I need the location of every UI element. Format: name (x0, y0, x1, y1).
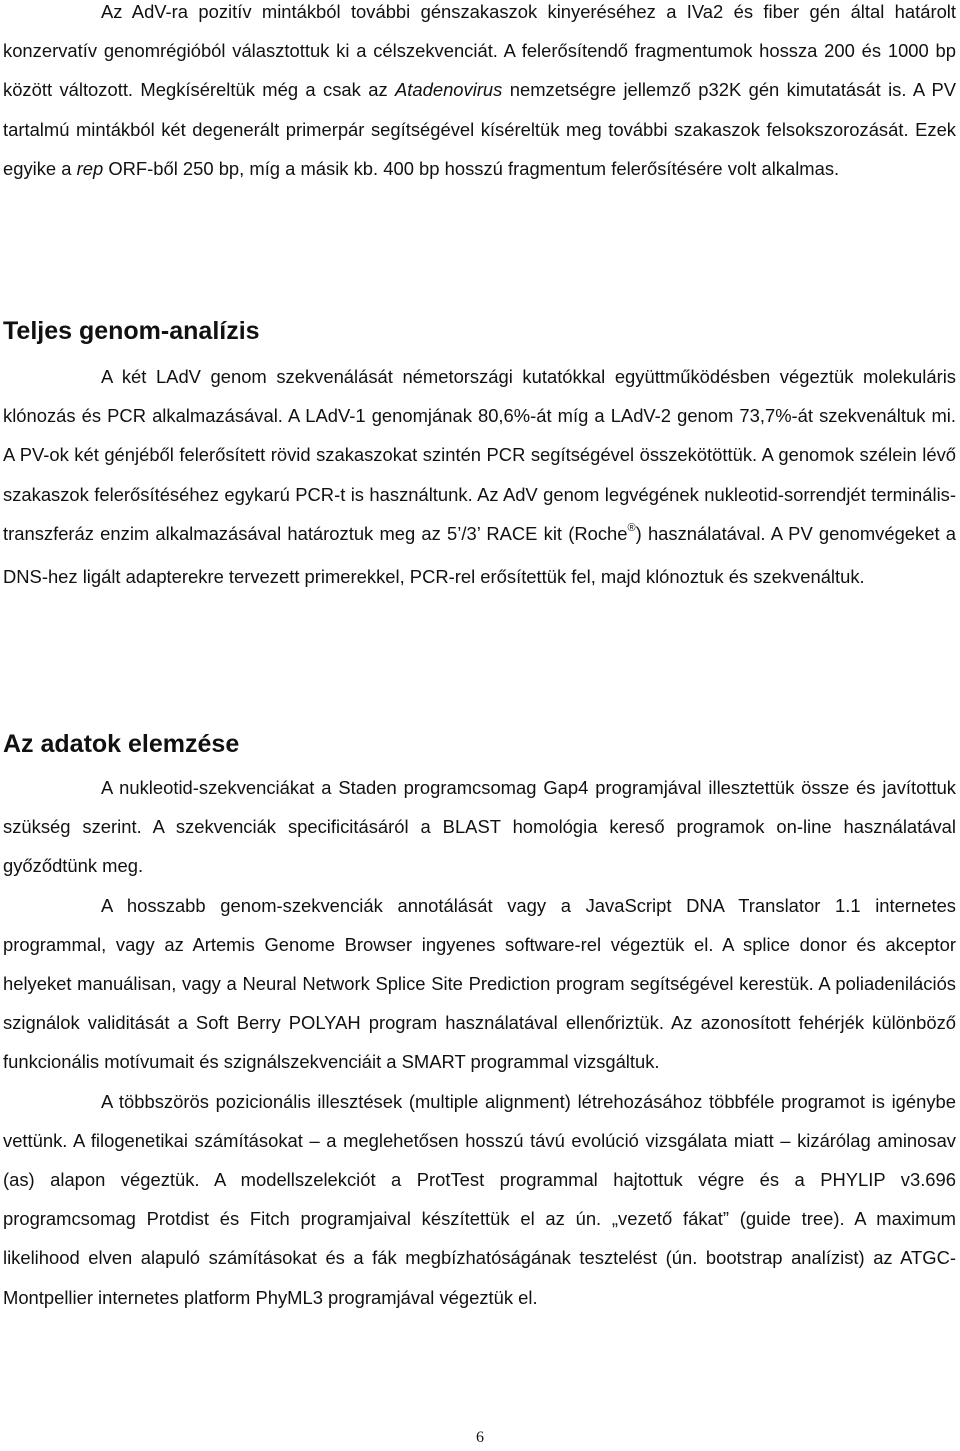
paragraph-annotation: A hosszabb genom-szekvenciák annotálását vagy a JavaScript DNA Translator 1.1 internetes programmal, vagy az Artemis Genome Browser ingyenes software-rel végeztük el. A splice donor és akceptor helyeket manuálisan, vagy a Neural Network Splice Site Prediction program segítségével kerestük. A poliadenilációs szignálok validitását a Soft Berry POLYAH program használatával ellenőriztük. Az azonosított fehérjék különböző funkcionális motívumait és szignálszekvenciáit a SMART programmal vizsgáltuk. (3, 894, 956, 1073)
genus-name: Atadenovirus (395, 79, 503, 101)
registered-mark: ® (627, 521, 636, 534)
paragraph-phylogenetics: A többszörös pozicionális illesztések (multiple alignment) létrehozásához többféle programot is igénybe vettünk. A filogenetikai számításokat – a meglehetősen hosszú távú evolúció vizsgálata miatt – kizárólag aminosav (as) alapon végeztük. A modellszelekciót a ProtTest programmal hajtottuk végre és a PHYLIP v3.696 programcsomag Protdist és Fitch programjaival készítettük el az ún. „vezető fákat” (guide tree). A maximum likelihood elven alapuló számításokat és a fák megbízhatóságának tesztelést (ún. bootstrap analízist) az ATGC-Montpellier internetes platform PhyML3 programjával végeztük el. (3, 1090, 956, 1308)
gene-name: rep (76, 157, 104, 179)
data-analysis-section (3, 768, 956, 1317)
heading-whole-genome-analysis: Teljes genom-analízis (3, 317, 260, 345)
text-run: Az AdV-ra pozitív mintákból további génszakaszok kinyeréséhez a IVa2 és fiber gén által határolt konzervatív genomrégióból választottuk ki a célszekvenciát. A felerősítendő fragmentumok hossza 200 és 1000 bp között változott. Megkíséreltük még a csak az (3, 1, 956, 101)
text-run: ORF-ből 250 bp, míg a másik kb. 400 bp hosszú fragmentum felerősítésére volt alkalmas. (103, 157, 840, 179)
page-number: 6 (476, 1429, 484, 1446)
text-run: nemzetségre jellemző p32K gén kimutatását is. A PV tartalmú mintákból két degenerált primerpár segítségével kíséreltük meg további szakaszok felsokszorozását. Ezek egyike a (3, 79, 956, 179)
paragraph-sequence-assembly: A nukleotid-szekvenciákat a Staden programcsomag Gap4 programjával illesztettük össze és javítottuk szükség szerint. A szekvenciák specificitásáról a BLAST homológia kereső programok on-line használatával győződtünk meg. (3, 777, 956, 877)
paragraph-genome-sequencing (3, 357, 956, 596)
heading-data-analysis: Az adatok elemzése (3, 730, 240, 758)
text-run: A két LAdV genom szekvenálását németországi kutatókkal együttműködésben végeztük molekuláris klónozás és PCR alkalmazásával. A LAdV-1 genomjának 80,6%-át míg a LAdV-2 genom 73,7%-át szekvenáltuk mi. A PV-ok két génjéből felerősített rövid szakaszokat szintén PCR segítségével összekötöttük. A genomok szélein lévő szakaszok felerősítéséhez egykarú PCR-t is használtunk. Az AdV genom legvégének nukleotid-sorrendjét terminális-transzferáz enzim alkalmazásával határoztuk meg az 5’/3’ RACE kit (Roche (3, 366, 956, 544)
paragraph-fragment-amplification (3, 0, 956, 188)
whole-genome-section (3, 357, 956, 596)
text-run: ) használatával. A PV genomvégeket a DNS-hez ligált adapterekre tervezett primerekkel, PCR-rel erősítettük fel, majd klónoztuk és szekvenáltuk. (3, 522, 956, 588)
intro-section (3, 0, 956, 188)
